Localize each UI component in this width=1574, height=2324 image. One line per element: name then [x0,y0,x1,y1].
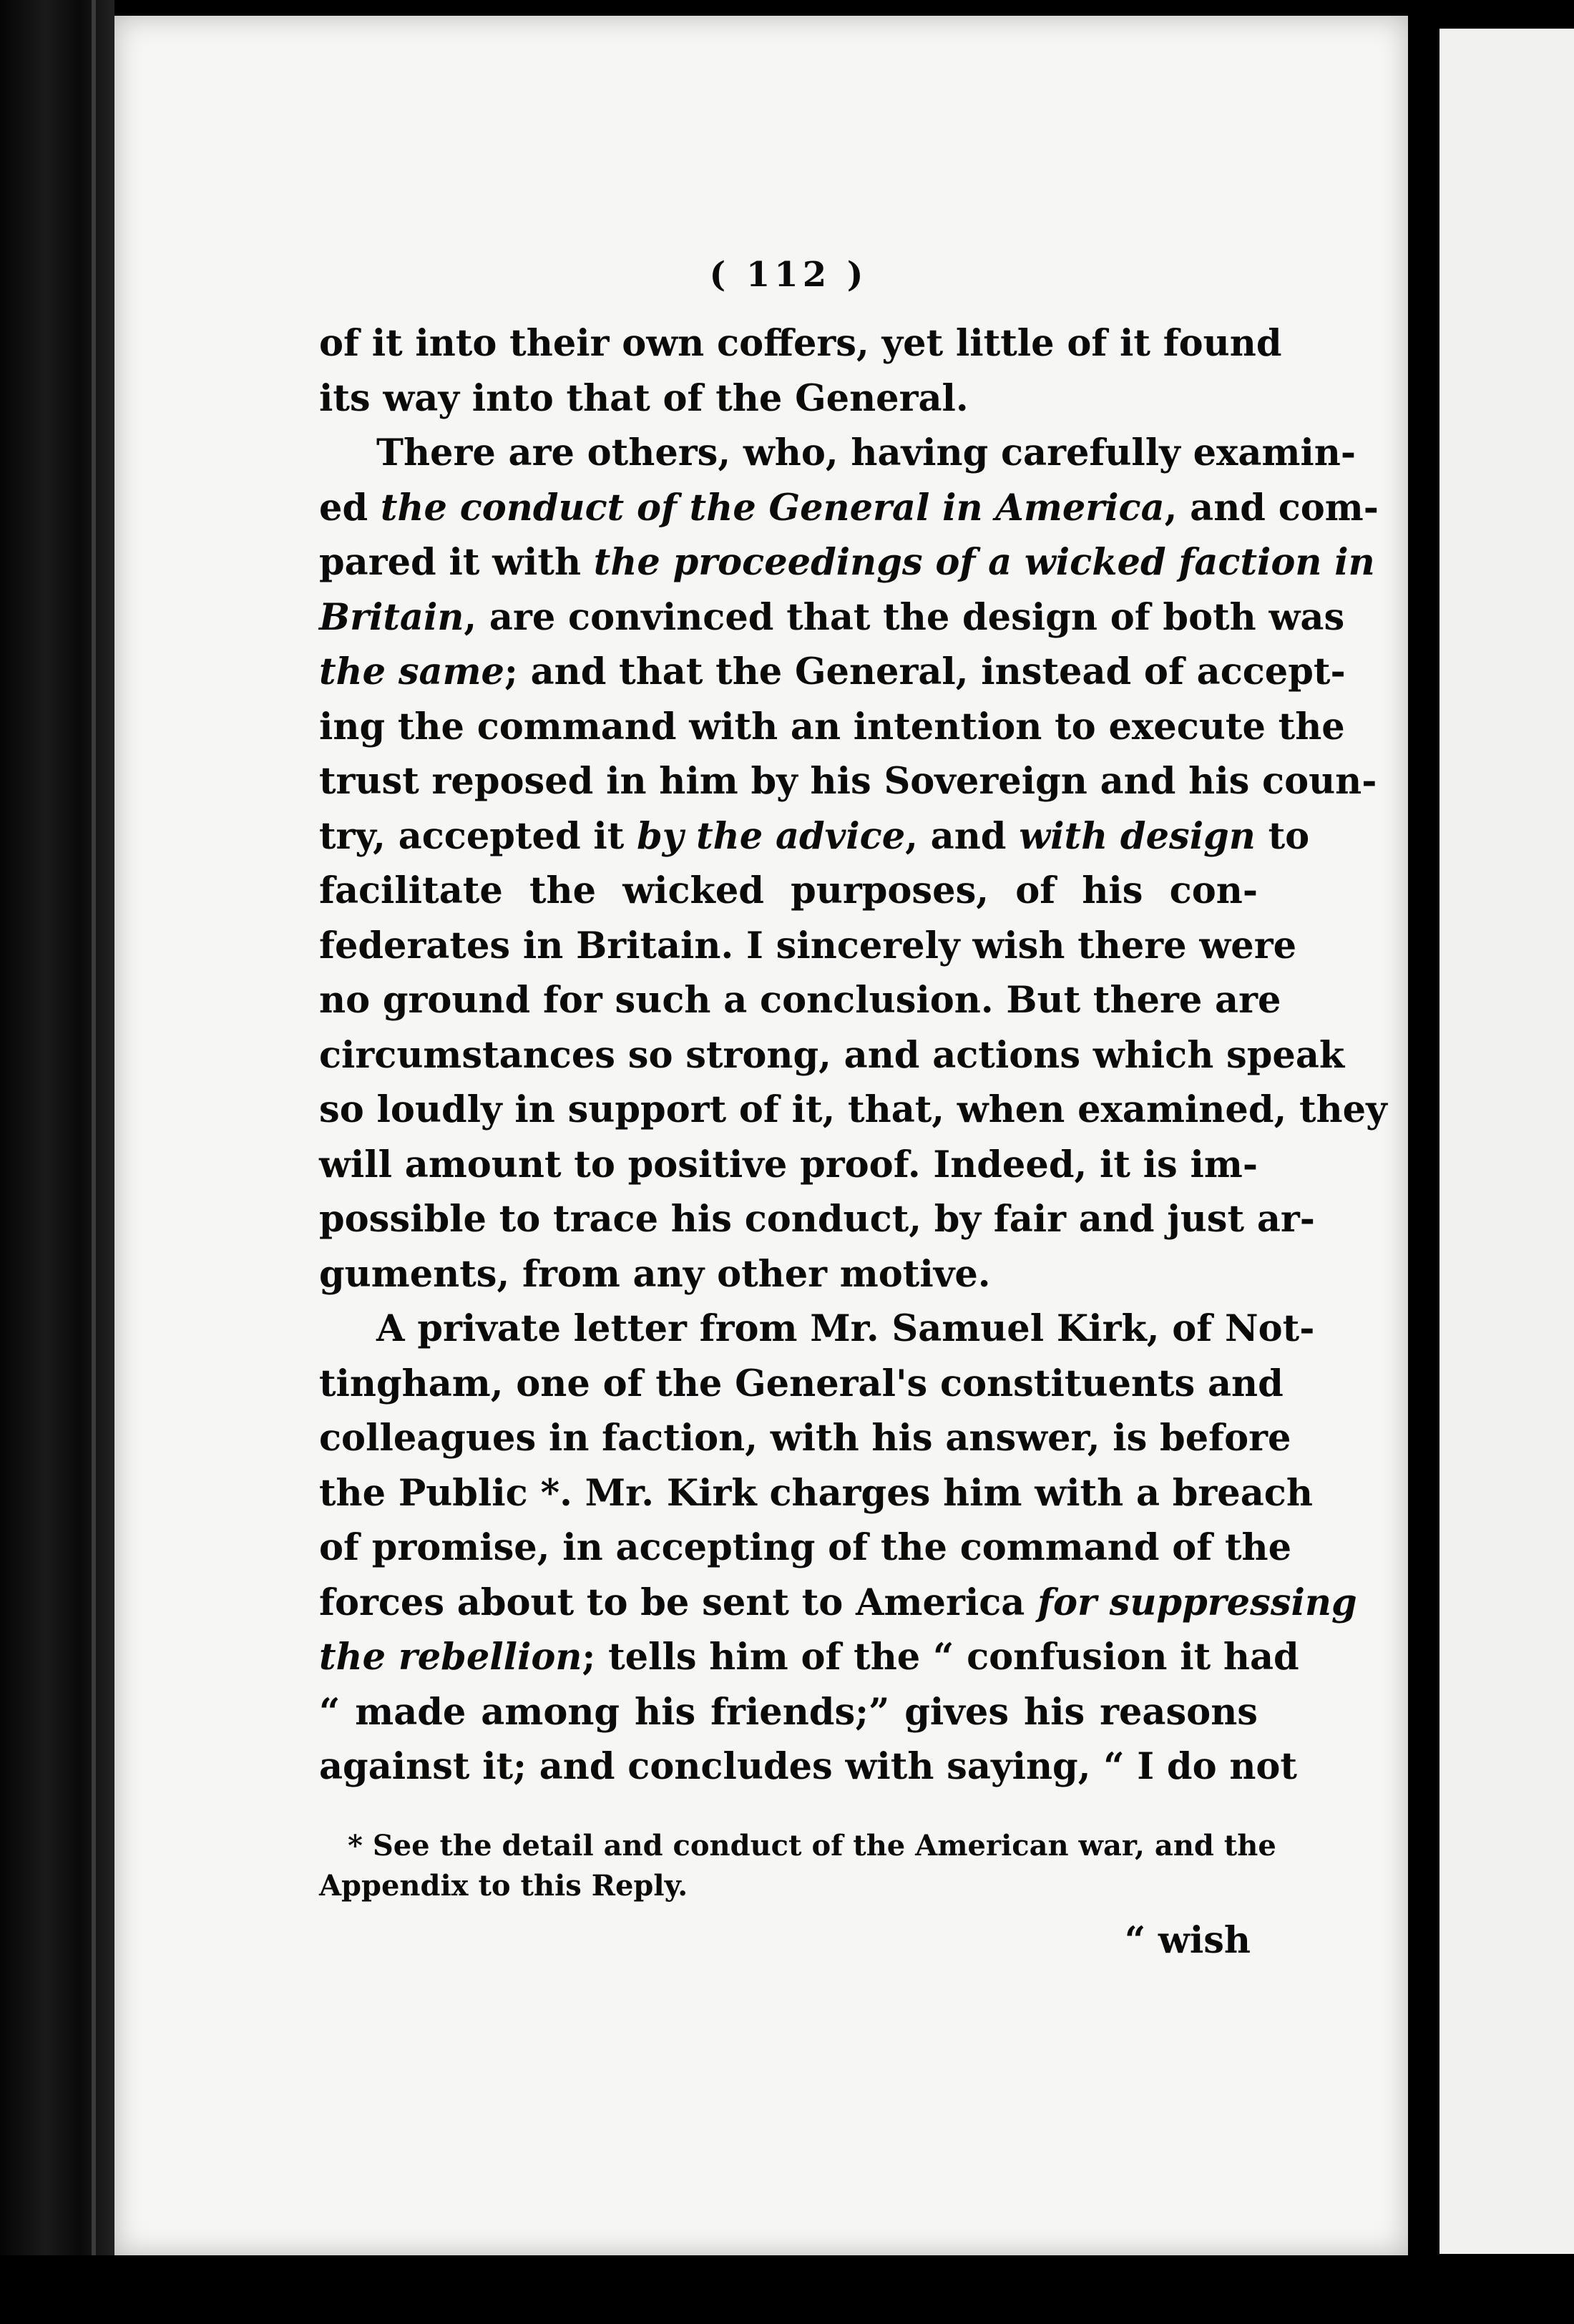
italic-phrase: with design [1019,814,1256,858]
text-run: circumstances so strong, and actions which speak [319,1033,1345,1077]
text-line [319,1083,1387,1138]
text-line [319,1466,1313,1521]
text-line [319,1520,1292,1576]
adjacent-page-edge [1439,29,1574,2254]
text-line [319,1192,1315,1247]
text-line [319,919,1297,974]
italic-phrase: the proceedings of a wicked faction in [593,541,1375,584]
italic-phrase: for suppressing [1037,1581,1357,1624]
text-run: ed [319,486,381,529]
text-line [319,1357,1284,1412]
text-run: so loudly in support of it, that, when examined, they [319,1088,1387,1131]
text-line [319,426,1357,481]
text-line [319,864,1258,919]
text-run: of it into their own coffers, yet little of it found [319,322,1282,365]
book-binding-edge [0,0,114,2324]
italic-phrase: by the advice [637,814,906,858]
text-line [319,316,1282,371]
page-text-block [319,255,1387,1968]
text-run: , and [905,814,1020,858]
text-run: the Public *. Mr. Kirk charges him with a breach [319,1471,1313,1515]
text-run: tingham, one of the General's constituents and [319,1362,1284,1405]
text-line [319,645,1346,700]
text-run: forces about to be sent to America [319,1581,1038,1624]
scan-bottom-border [0,2255,1574,2324]
text-run: guments, from any other motive. [319,1252,991,1296]
text-run: A private letter from Mr. Samuel Kirk, of Not- [376,1307,1315,1350]
text-run: , are convinced that the design of both was [464,595,1345,639]
text-line [319,1739,1297,1795]
text-line [319,1411,1291,1466]
text-line [319,1685,1258,1740]
text-run: of promise, in accepting of the command of the [319,1526,1292,1569]
footnote-line: Appendix to this Reply. [319,1868,688,1903]
text-line [319,535,1375,590]
text-run: ; and that the General, instead of accept- [504,650,1346,693]
text-run: colleagues in faction, with his answer, is before [319,1417,1291,1460]
footnote-line: * See the detail and conduct of the American war, and the [348,1828,1276,1862]
text-run: try, accepted it [319,814,637,858]
text-run: no ground for such a conclusion. But there are [319,979,1281,1022]
text-line [319,1028,1345,1083]
text-line [319,1247,1258,1302]
text-run: possible to trace his conduct, by fair and just ar- [319,1198,1315,1241]
italic-phrase: the conduct of the General in America [380,486,1165,529]
footnote [319,1826,1276,1906]
text-line [319,809,1310,864]
text-run: “ made among his friends;” gives his reasons [319,1690,1258,1734]
text-run: There are others, who, having carefully examin- [376,431,1357,474]
text-run: to [1255,814,1310,858]
italic-phrase: Britain [319,595,464,639]
text-run: federates in Britain. I sincerely wish there were [319,924,1297,967]
text-line [319,1630,1299,1685]
text-line [319,1302,1315,1357]
text-run: ; tells him of the “ confusion it had [582,1636,1299,1679]
text-line [319,371,1258,426]
page-number: ( 112 ) [709,255,868,295]
footnote-separator [319,1795,1258,1826]
text-run: its way into that of the General. [319,376,969,420]
text-run: , and com- [1164,486,1379,529]
text-line [319,590,1345,645]
text-run: trust reposed in him by his Sovereign and his coun- [319,760,1377,803]
text-line [319,1138,1258,1193]
text-line [319,754,1377,809]
text-run: pared it with [319,541,594,584]
text-run: against it; and concludes with saying, “ I do not [319,1745,1297,1788]
text-run: ing the command with an intention to execute the [319,705,1345,748]
italic-phrase: the rebellion [319,1636,582,1679]
text-line [319,973,1281,1028]
page-gutter [1408,0,1439,2324]
text-line [319,481,1379,536]
binding-line [92,0,96,2324]
italic-phrase: the same [319,650,505,693]
catchword: “ wish [1124,1918,1251,1962]
body-text [319,316,1387,1795]
text-run: facilitate the wicked purposes, of his con- [319,869,1258,912]
text-line [319,1576,1357,1631]
text-line [319,700,1345,755]
text-run: will amount to positive proof. Indeed, it is im- [319,1143,1258,1186]
